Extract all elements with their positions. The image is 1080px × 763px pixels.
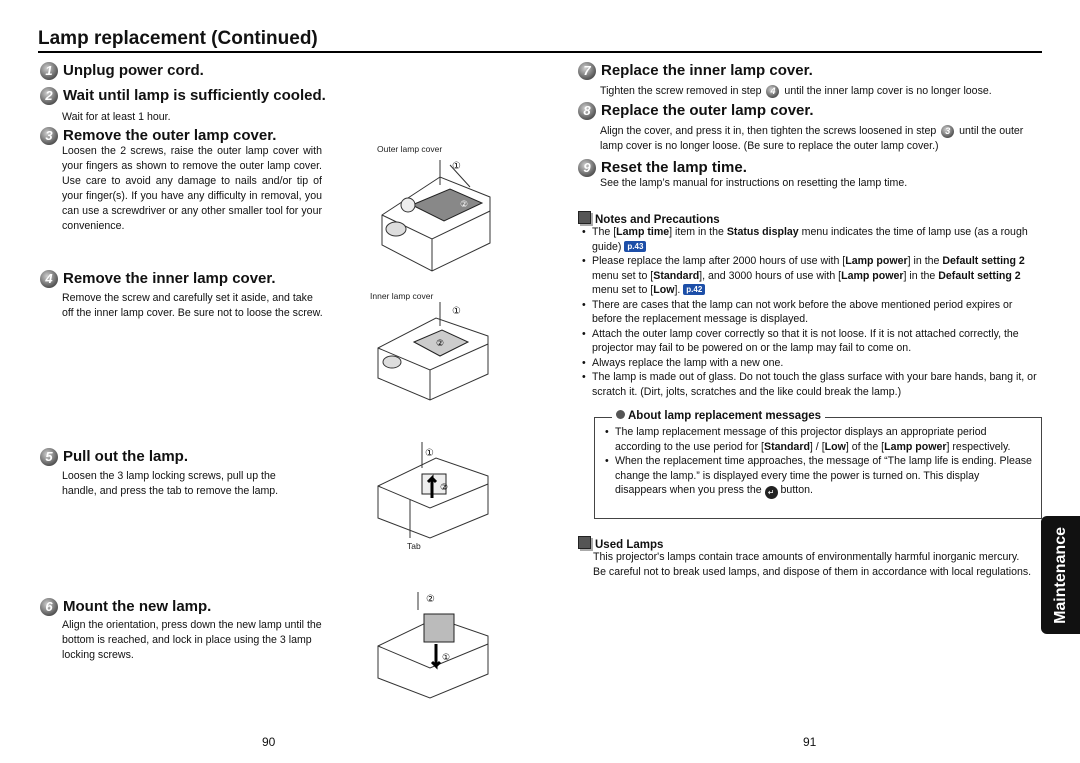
note-item: • Always replace the lamp with a new one. [580,356,1042,371]
pull-out-lamp-illustration [370,440,500,540]
bullet-icon [616,410,625,419]
note-item: • Attach the outer lamp cover correctly so that it is not loose. If it is not attached correctly, the projector may fail to be powered on or the lamp may fail to come on. [580,327,1042,356]
step-2-heading [40,87,326,105]
step-9-text: See the lamp’s manual for instructions on resetting the lamp time. [600,177,908,189]
about-item: • When the replacement time approaches, the message of “The lamp life is ending. Please change the lamp.” is displayed every time the power is turned on. This display disappears when you press the ↵ button. [603,454,1033,499]
notes-heading: Notes and Precautions [578,211,720,226]
enter-button-icon: ↵ [765,486,778,499]
step-3-text: Loosen the 2 screws, raise the outer lamp cover with your fingers as shown to remove the outer lamp cover. Use care to avoid any damage to nails and/or tip of your finger(s). If you have any difficulty in removal, you can use a screwdriver or any other smaller tool for your convenience. [62,145,322,232]
step-number-icon: 7 [578,62,596,80]
step-2-text: Wait for at least 1 hour. [62,111,171,123]
step-4-title: Remove the inner lamp cover. [63,270,276,287]
title-rule [38,51,1042,53]
inner-lamp-cover-illustration [370,302,500,402]
step-7-heading [578,62,813,80]
step-number-icon: 3 [40,127,58,145]
step-6-title: Mount the new lamp. [63,598,212,615]
step-7-text: Tighten the screw removed in step 4 until the inner lamp cover is no longer loose. [600,85,992,97]
note-item: • There are cases that the lamp can not work before the above mentioned period expires or before the replacement message is displayed. [580,298,1042,327]
outer-lamp-cover-label: Outer lamp cover [377,144,443,154]
callout-2: ② [436,339,445,349]
step-7-title: Replace the inner lamp cover. [601,62,813,79]
tab-label: Tab [407,541,421,551]
step-number-icon: 1 [40,62,58,80]
callout-2: ② [460,200,469,210]
step-number-icon: 8 [578,102,596,120]
step-4-heading [40,270,276,288]
step-number-icon: 6 [40,598,58,616]
step-6-text: Align the orientation, press down the new lamp until the bottom is reached, and lock in place using the 3 lamp locking screws. [62,619,322,661]
callout-1: ① [425,448,434,459]
step-3-title: Remove the outer lamp cover. [63,127,277,144]
inner-lamp-cover-label: Inner lamp cover [370,291,434,301]
callout-1: ① [452,161,461,172]
step-number-icon: 9 [578,159,596,177]
outer-lamp-cover-illustration [370,155,500,273]
page-number-left: 90 [262,735,276,749]
note-icon [578,536,591,549]
notes-list [580,225,1042,399]
step-6-heading [40,598,211,616]
step-5-title: Pull out the lamp. [63,448,189,465]
step-2-title: Wait until lamp is sufficiently cooled. [63,87,326,104]
note-item: • The [Lamp time] item in the Status display menu indicates the time of lamp use (as a rough guide) p.43 [580,225,1042,254]
about-messages-heading: About lamp replacement messages [612,410,825,422]
step-8-text: Align the cover, and press it in, then tighten the screws loosened in step 3 until the outer lamp cover is no longer loose. (Be sure to replace the outer lamp cover.) [600,125,1024,152]
step-ref-icon: 4 [766,85,779,98]
callout-2: ② [440,483,449,493]
page-ref-link[interactable]: p.42 [683,284,705,295]
page-number-right: 91 [803,735,817,749]
step-number-icon: 4 [40,270,58,288]
note-item: • The lamp is made out of glass. Do not touch the glass surface with your bare hands, bang it, or scratch it. (Dirt, jolts, scratches and the like could break the lamp.) [580,370,1042,399]
maintenance-side-tab[interactable]: Maintenance [1041,516,1080,634]
used-lamps-heading: Used Lamps [578,536,663,551]
step-9-title: Reset the lamp time. [601,159,747,176]
about-messages-list [603,425,1033,499]
callout-1: ① [452,306,461,317]
step-5-text: Loosen the 3 lamp locking screws, pull up the handle, and press the tab to remove the lamp. [62,470,279,497]
used-lamps-text: This projector's lamps contain trace amounts of environmentally harmful inorganic mercury. Be careful not to break used lamps, and dispose of them in accordance with local regulations. [593,551,1032,578]
callout-1: ① [442,653,451,663]
step-8-heading [578,102,814,120]
page-ref-link[interactable]: p.43 [624,241,646,252]
step-5-heading [40,448,188,466]
step-4-text: Remove the screw and carefully set it aside, and take off the inner lamp cover. Be sure not to loose the screw. [62,292,323,319]
step-number-icon: 2 [40,87,58,105]
mount-lamp-illustration [370,590,500,700]
step-9-heading [578,159,747,177]
step-1-heading [40,62,204,80]
note-icon [578,211,591,224]
callout-2: ② [426,594,435,605]
step-3-heading [40,127,276,145]
step-8-title: Replace the outer lamp cover. [601,102,814,119]
step-number-icon: 5 [40,448,58,466]
page-title: Lamp replacement (Continued) [38,28,318,49]
about-item: • The lamp replacement message of this projector displays an appropriate period according to the use period for [Standard] / [Low] of the [Lamp power] respectively. [603,425,1033,454]
note-item: • Please replace the lamp after 2000 hours of use with [Lamp power] in the Default setting 2 menu set to [Standard], and 3000 hours of use with [Lamp power] in the Default setting 2 menu set to [Low]. p.42 [580,254,1042,298]
step-ref-icon: 3 [941,125,954,138]
step-1-title: Unplug power cord. [63,62,204,79]
